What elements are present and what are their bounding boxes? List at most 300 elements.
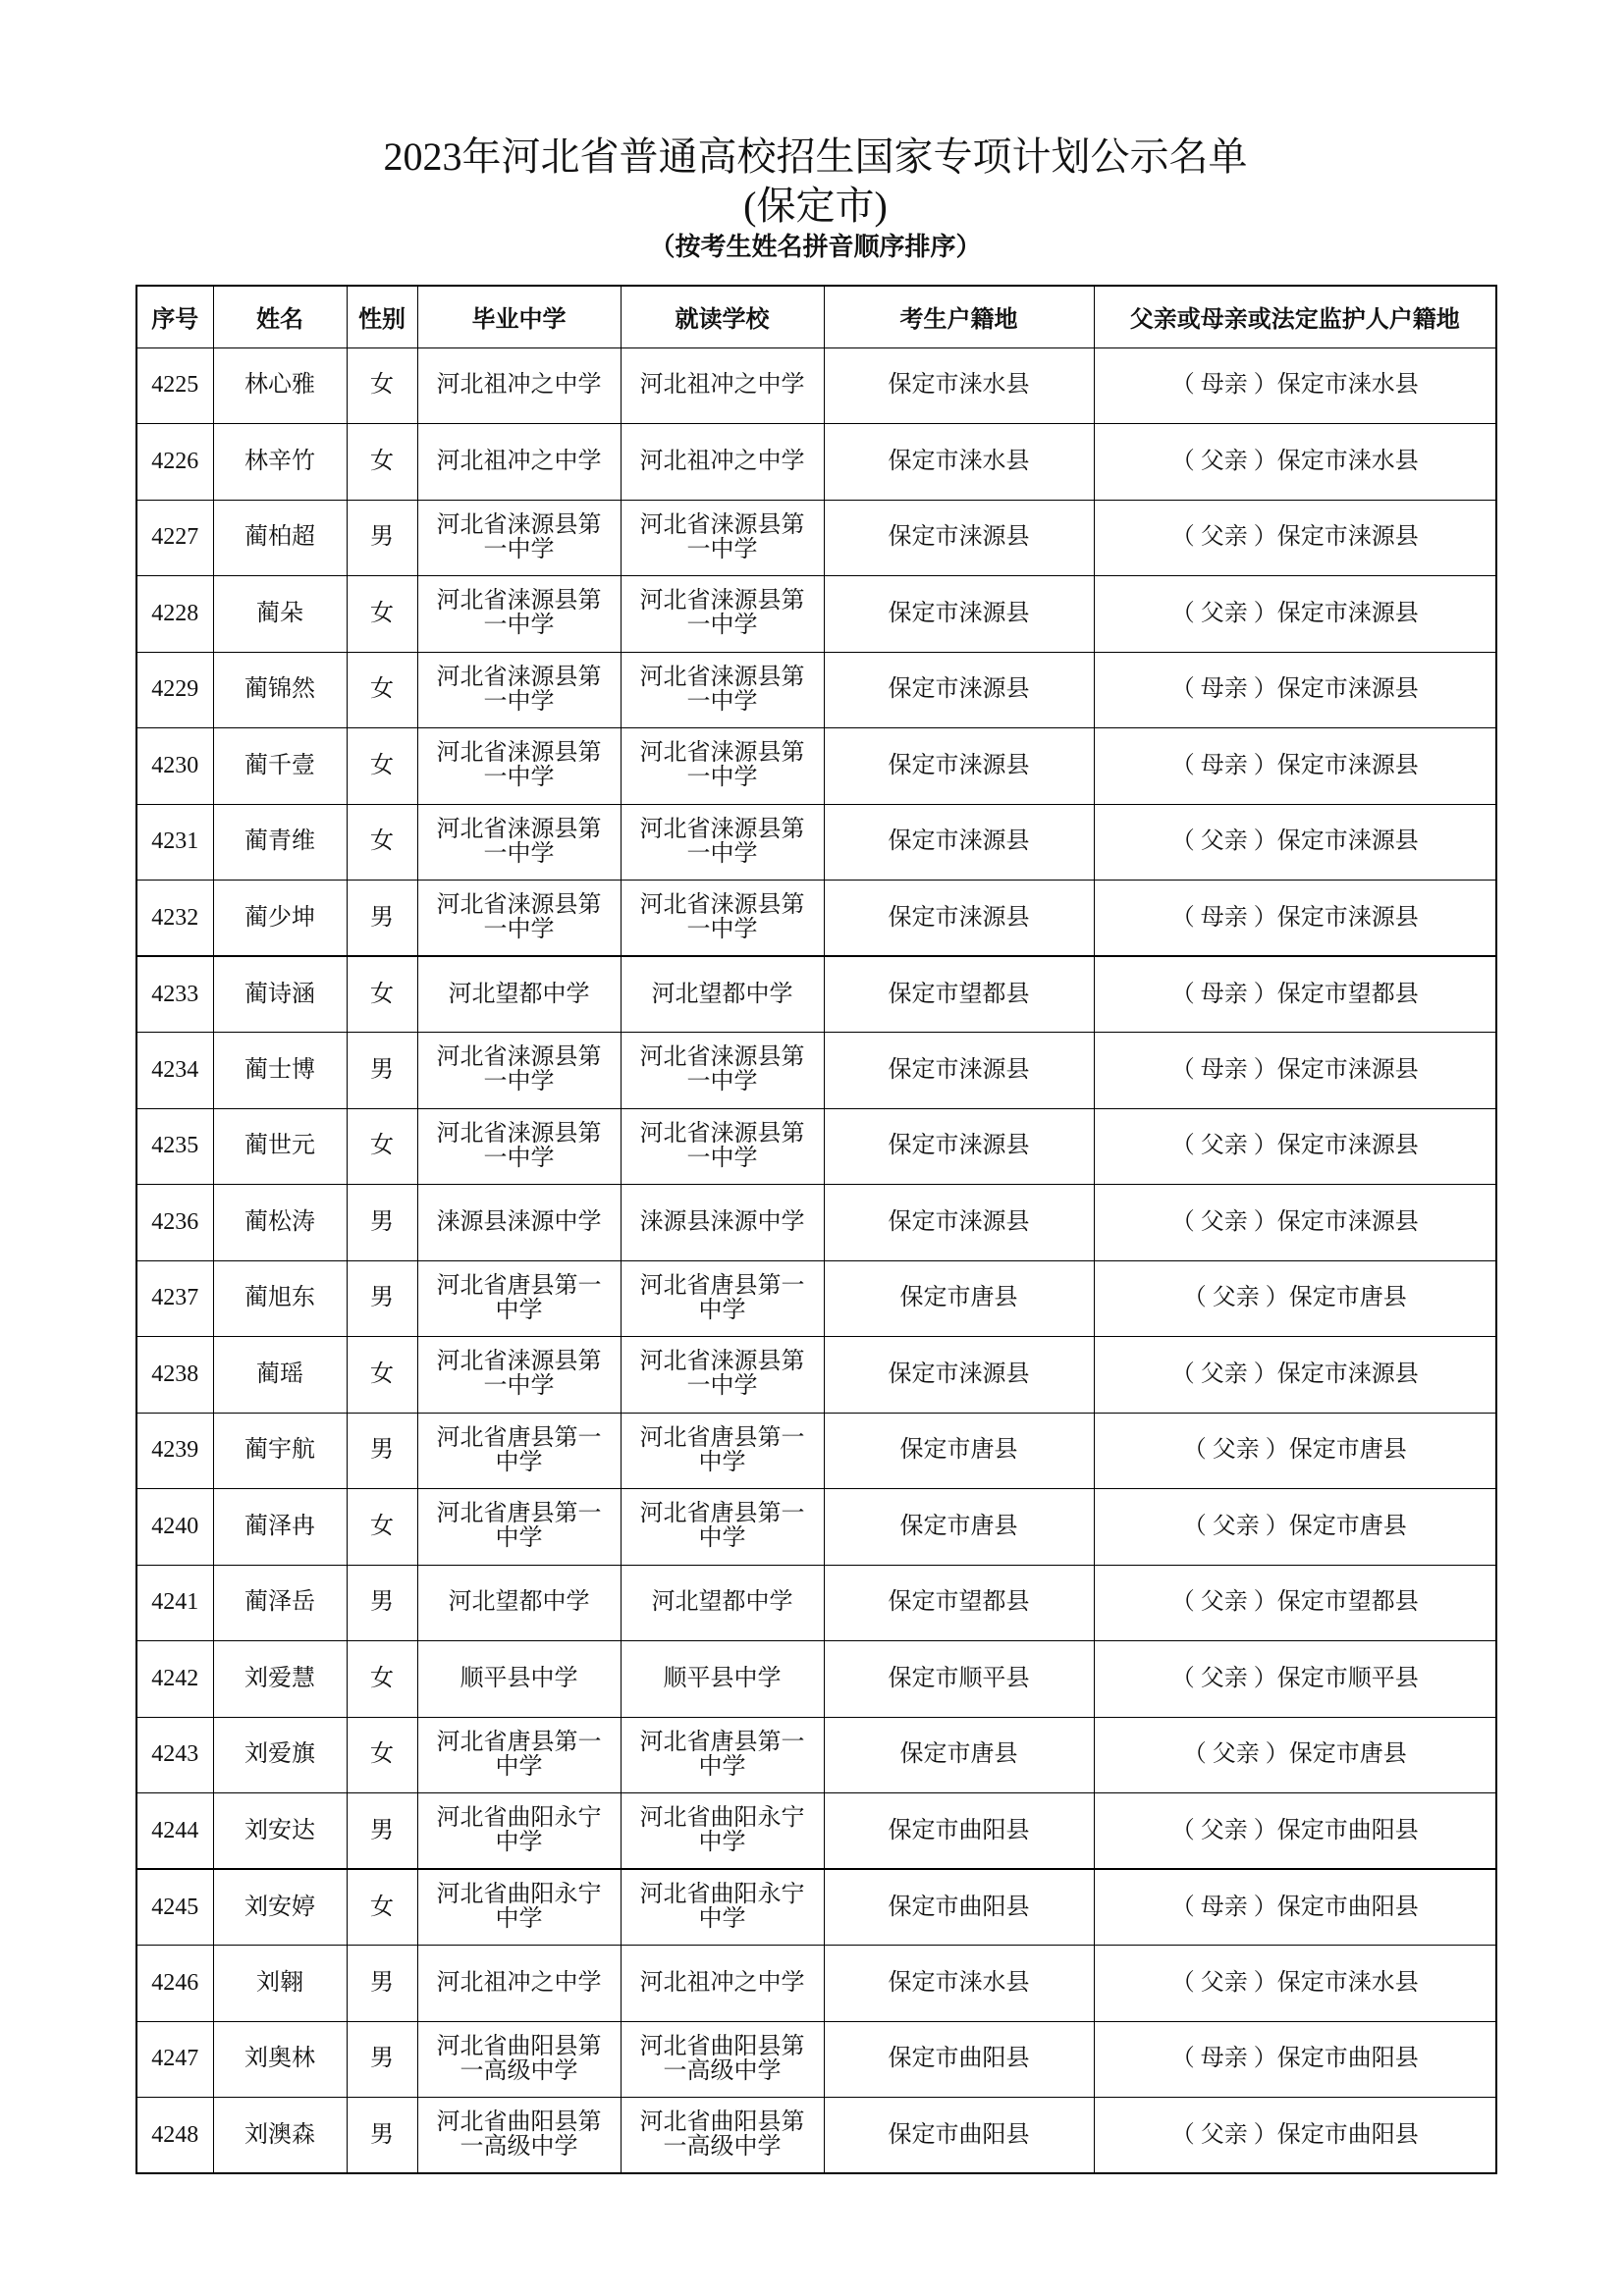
household-cell (824, 1108, 1094, 1185)
gender-text: 女 (370, 600, 394, 626)
graduated-school-cell (417, 1413, 621, 1489)
graduated-school-cell (417, 804, 621, 881)
name-text: 刘澳森 (244, 2121, 315, 2148)
gender-cell (347, 1033, 417, 1109)
household-cell (824, 1869, 1094, 1946)
name-cell (213, 1869, 347, 1946)
gender-text: 男 (370, 1589, 394, 1616)
graduated-school-cell (417, 1489, 621, 1566)
current-school-text: 河北省唐县第一中学 (639, 1424, 805, 1475)
guardian-household-cell (1094, 956, 1496, 1033)
table-row (136, 576, 1496, 653)
name-cell (213, 881, 347, 957)
graduated-school-text: 河北望都中学 (448, 1589, 590, 1616)
table-row (136, 1033, 1496, 1109)
name-text: 蔺千壹 (244, 752, 315, 778)
household-cell (824, 2098, 1094, 2174)
name-text: 蔺少坤 (244, 904, 315, 931)
guardian-household-cell (1094, 1489, 1496, 1566)
table-row (136, 1185, 1496, 1261)
graduated-school-cell (417, 424, 621, 501)
seq-cell (136, 1641, 213, 1718)
seq-text: 4232 (151, 904, 199, 931)
current-school-text: 河北省唐县第一中学 (639, 1501, 805, 1552)
seq-text: 4247 (151, 2046, 199, 2072)
gender-text: 男 (370, 1285, 394, 1311)
household-cell (824, 1489, 1094, 1566)
gender-cell (347, 1108, 417, 1185)
guardian-household-text: （ 父亲 ）保定市涞源县 (1170, 1361, 1419, 1387)
current-school-cell (621, 576, 824, 653)
guardian-household-cell (1094, 1337, 1496, 1414)
table-row (136, 1717, 1496, 1793)
seq-text: 4240 (151, 1513, 199, 1539)
table-row (136, 956, 1496, 1033)
seq-text: 4228 (151, 600, 199, 626)
seq-text: 4225 (151, 372, 199, 399)
graduated-school-cell (417, 347, 621, 424)
gender-cell (347, 1413, 417, 1489)
gender-text: 女 (370, 1513, 394, 1539)
guardian-household-text: （ 父亲 ）保定市涞源县 (1170, 600, 1419, 626)
header-seq: 序号 (136, 286, 213, 347)
current-school-text: 河北省曲阳县第一高级中学 (639, 2109, 805, 2160)
graduated-school-cell (417, 1337, 621, 1414)
table-row (136, 500, 1496, 576)
gender-cell (347, 2021, 417, 2098)
header-current-school: 就读学校 (621, 286, 824, 347)
seq-text: 4238 (151, 1361, 199, 1387)
name-cell (213, 1946, 347, 2022)
current-school-cell (621, 424, 824, 501)
name-text: 刘爱慧 (244, 1665, 315, 1691)
name-cell (213, 1565, 347, 1641)
table-row (136, 347, 1496, 424)
current-school-cell (621, 1717, 824, 1793)
name-cell (213, 1033, 347, 1109)
seq-cell (136, 728, 213, 805)
household-text: 保定市望都县 (888, 1589, 1030, 1616)
name-cell (213, 1337, 347, 1414)
name-text: 刘爱旗 (244, 1741, 315, 1768)
graduated-school-cell (417, 1717, 621, 1793)
current-school-cell (621, 1413, 824, 1489)
gender-text: 女 (370, 448, 394, 474)
seq-text: 4243 (151, 1741, 199, 1768)
name-cell (213, 347, 347, 424)
name-cell (213, 576, 347, 653)
gender-text: 女 (370, 1665, 394, 1691)
household-cell (824, 424, 1094, 501)
gender-text: 女 (370, 752, 394, 778)
current-school-text: 河北望都中学 (651, 981, 793, 1007)
name-cell (213, 1413, 347, 1489)
seq-text: 4244 (151, 1817, 199, 1843)
guardian-household-text: （ 父亲 ）保定市唐县 (1182, 1437, 1407, 1464)
header-household: 考生户籍地 (824, 286, 1094, 347)
name-text: 蔺旭东 (244, 1285, 315, 1311)
gender-cell (347, 1185, 417, 1261)
graduated-school-text: 河北省唐县第一中学 (436, 1272, 602, 1323)
gender-cell (347, 1869, 417, 1946)
graduated-school-cell (417, 1185, 621, 1261)
name-text: 蔺士博 (244, 1056, 315, 1083)
guardian-household-cell (1094, 2021, 1496, 2098)
gender-text: 女 (370, 1133, 394, 1159)
graduated-school-text: 河北省唐县第一中学 (436, 1501, 602, 1552)
current-school-text: 河北祖冲之中学 (639, 448, 805, 474)
seq-cell (136, 652, 213, 728)
guardian-household-cell (1094, 1185, 1496, 1261)
household-cell (824, 652, 1094, 728)
household-text: 保定市涞源县 (888, 1361, 1030, 1387)
graduated-school-text: 涞源县涞源中学 (436, 1208, 602, 1235)
name-cell (213, 728, 347, 805)
seq-text: 4236 (151, 1208, 199, 1235)
name-text: 蔺锦然 (244, 676, 315, 703)
current-school-cell (621, 2021, 824, 2098)
gender-text: 男 (370, 2046, 394, 2072)
document-title: 2023年河北省普通高校招生国家专项计划公示名单 (383, 134, 1248, 179)
roster-table (135, 285, 1497, 2174)
graduated-school-cell (417, 1793, 621, 1870)
household-cell (824, 1946, 1094, 2022)
current-school-text: 河北祖冲之中学 (639, 372, 805, 399)
guardian-household-cell (1094, 1108, 1496, 1185)
gender-cell (347, 347, 417, 424)
table-row (136, 1641, 1496, 1718)
seq-text: 4239 (151, 1437, 199, 1464)
guardian-household-text: （ 父亲 ）保定市唐县 (1182, 1513, 1407, 1539)
guardian-household-text: （ 父亲 ）保定市涞水县 (1170, 1969, 1419, 1996)
name-text: 蔺宇航 (244, 1437, 315, 1464)
graduated-school-text: 河北省唐县第一中学 (436, 1729, 602, 1780)
seq-text: 4237 (151, 1285, 199, 1311)
guardian-household-text: （ 父亲 ）保定市顺平县 (1170, 1665, 1419, 1691)
name-text: 蔺松涛 (244, 1208, 315, 1235)
guardian-household-text: （ 父亲 ）保定市涞源县 (1170, 524, 1419, 551)
guardian-household-text: （ 母亲 ）保定市涞源县 (1170, 1056, 1419, 1083)
current-school-cell (621, 1946, 824, 2022)
graduated-school-cell (417, 2098, 621, 2174)
current-school-cell (621, 1793, 824, 1870)
current-school-text: 河北省曲阳永宁中学 (639, 1805, 805, 1855)
graduated-school-cell (417, 652, 621, 728)
table-row (136, 1565, 1496, 1641)
guardian-household-text: （ 父亲 ）保定市涞源县 (1170, 1133, 1419, 1159)
household-cell (824, 1641, 1094, 1718)
graduated-school-cell (417, 881, 621, 957)
seq-cell (136, 1565, 213, 1641)
seq-text: 4242 (151, 1665, 199, 1691)
graduated-school-cell (417, 1108, 621, 1185)
household-cell (824, 956, 1094, 1033)
graduated-school-cell (417, 500, 621, 576)
household-cell (824, 1260, 1094, 1337)
seq-cell (136, 347, 213, 424)
header-name: 姓名 (213, 286, 347, 347)
guardian-household-cell (1094, 347, 1496, 424)
guardian-household-text: （ 父亲 ）保定市曲阳县 (1170, 2121, 1419, 2148)
current-school-text: 顺平县中学 (663, 1665, 782, 1691)
gender-cell (347, 1641, 417, 1718)
table-row (136, 1108, 1496, 1185)
current-school-cell (621, 500, 824, 576)
sort-order-note: （按考生姓名拼音顺序排序） (649, 233, 982, 261)
current-school-text: 河北省涞源县第一中学 (639, 511, 805, 562)
graduated-school-text: 河北省涞源县第一中学 (436, 816, 602, 867)
name-text: 蔺柏超 (244, 524, 315, 551)
gender-text: 男 (370, 524, 394, 551)
guardian-household-text: （ 父亲 ）保定市唐县 (1182, 1285, 1407, 1311)
guardian-household-cell (1094, 1793, 1496, 1870)
seq-cell (136, 956, 213, 1033)
current-school-cell (621, 347, 824, 424)
current-school-cell (621, 956, 824, 1033)
current-school-text: 河北省涞源县第一中学 (639, 588, 805, 639)
guardian-household-text: （ 母亲 ）保定市涞源县 (1170, 752, 1419, 778)
graduated-school-cell (417, 1033, 621, 1109)
name-cell (213, 1185, 347, 1261)
household-text: 保定市涞水县 (888, 1969, 1030, 1996)
household-cell (824, 881, 1094, 957)
current-school-text: 河北省涞源县第一中学 (639, 740, 805, 791)
guardian-household-text: （ 母亲 ）保定市涞水县 (1170, 372, 1419, 399)
guardian-household-text: （ 父亲 ）保定市曲阳县 (1170, 1817, 1419, 1843)
seq-cell (136, 1946, 213, 2022)
current-school-cell (621, 1641, 824, 1718)
gender-cell (347, 1793, 417, 1870)
name-cell (213, 1108, 347, 1185)
gender-cell (347, 1260, 417, 1337)
current-school-cell (621, 1565, 824, 1641)
current-school-text: 河北省唐县第一中学 (639, 1272, 805, 1323)
household-cell (824, 347, 1094, 424)
graduated-school-cell (417, 576, 621, 653)
seq-cell (136, 1337, 213, 1414)
guardian-household-cell (1094, 881, 1496, 957)
seq-cell (136, 576, 213, 653)
graduated-school-text: 河北省唐县第一中学 (436, 1424, 602, 1475)
graduated-school-text: 河北省涞源县第一中学 (436, 1349, 602, 1400)
guardian-household-cell (1094, 1565, 1496, 1641)
name-text: 林心雅 (244, 372, 315, 399)
graduated-school-cell (417, 1565, 621, 1641)
gender-text: 男 (370, 1056, 394, 1083)
graduated-school-text: 河北祖冲之中学 (436, 448, 602, 474)
household-cell (824, 1413, 1094, 1489)
seq-cell (136, 881, 213, 957)
household-text: 保定市涞源县 (888, 676, 1030, 703)
current-school-text: 河北祖冲之中学 (639, 1969, 805, 1996)
name-cell (213, 2098, 347, 2174)
graduated-school-text: 河北祖冲之中学 (436, 1969, 602, 1996)
current-school-cell (621, 1260, 824, 1337)
current-school-cell (621, 1489, 824, 1566)
name-text: 蔺瑶 (256, 1361, 303, 1387)
header-row (136, 286, 1496, 347)
table-body (136, 347, 1496, 2173)
seq-cell (136, 1033, 213, 1109)
table-row (136, 652, 1496, 728)
gender-text: 男 (370, 1437, 394, 1464)
seq-text: 4226 (151, 448, 199, 474)
guardian-household-text: （ 父亲 ）保定市涞水县 (1170, 448, 1419, 474)
table-row (136, 1489, 1496, 1566)
name-text: 林辛竹 (244, 448, 315, 474)
name-text: 蔺泽冉 (244, 1513, 315, 1539)
seq-text: 4245 (151, 1894, 199, 1920)
guardian-household-cell (1094, 1717, 1496, 1793)
name-cell (213, 1793, 347, 1870)
table-row (136, 1946, 1496, 2022)
current-school-cell (621, 2098, 824, 2174)
current-school-cell (621, 1033, 824, 1109)
household-cell (824, 1717, 1094, 1793)
current-school-cell (621, 804, 824, 881)
name-cell (213, 500, 347, 576)
household-text: 保定市涞源县 (888, 752, 1030, 778)
household-text: 保定市涞源县 (888, 1208, 1030, 1235)
graduated-school-text: 顺平县中学 (460, 1665, 578, 1691)
current-school-text: 河北省唐县第一中学 (639, 1729, 805, 1780)
guardian-household-cell (1094, 576, 1496, 653)
table-row (136, 2021, 1496, 2098)
household-text: 保定市曲阳县 (888, 1894, 1030, 1920)
guardian-household-cell (1094, 1033, 1496, 1109)
household-text: 保定市曲阳县 (888, 2121, 1030, 2148)
seq-cell (136, 804, 213, 881)
seq-cell (136, 2021, 213, 2098)
current-school-text: 涞源县涞源中学 (639, 1208, 805, 1235)
gender-cell (347, 1946, 417, 2022)
gender-cell (347, 956, 417, 1033)
guardian-household-cell (1094, 652, 1496, 728)
name-text: 蔺泽岳 (244, 1589, 315, 1616)
guardian-household-cell (1094, 728, 1496, 805)
seq-text: 4246 (151, 1969, 199, 1996)
seq-text: 4233 (151, 981, 199, 1007)
graduated-school-text: 河北省涞源县第一中学 (436, 511, 602, 562)
table-row (136, 1413, 1496, 1489)
household-text: 保定市曲阳县 (888, 1817, 1030, 1843)
name-cell (213, 1260, 347, 1337)
seq-cell (136, 2098, 213, 2174)
name-cell (213, 956, 347, 1033)
gender-text: 男 (370, 1208, 394, 1235)
gender-cell (347, 2098, 417, 2174)
guardian-household-cell (1094, 1869, 1496, 1946)
current-school-text: 河北省涞源县第一中学 (639, 664, 805, 715)
seq-cell (136, 1717, 213, 1793)
gender-cell (347, 1717, 417, 1793)
seq-text: 4230 (151, 752, 199, 778)
name-text: 蔺诗涵 (244, 981, 315, 1007)
graduated-school-text: 河北省曲阳县第一高级中学 (436, 2033, 602, 2084)
table-row (136, 804, 1496, 881)
guardian-household-text: （ 母亲 ）保定市曲阳县 (1170, 2046, 1419, 2072)
gender-cell (347, 1565, 417, 1641)
seq-cell (136, 424, 213, 501)
seq-cell (136, 500, 213, 576)
guardian-household-text: （ 父亲 ）保定市望都县 (1170, 1589, 1419, 1616)
guardian-household-cell (1094, 1946, 1496, 2022)
gender-text: 女 (370, 676, 394, 703)
current-school-cell (621, 1869, 824, 1946)
gender-text: 女 (370, 828, 394, 855)
gender-text: 女 (370, 372, 394, 399)
household-text: 保定市曲阳县 (888, 2046, 1030, 2072)
table-row (136, 1260, 1496, 1337)
gender-text: 男 (370, 1969, 394, 1996)
seq-cell (136, 1793, 213, 1870)
current-school-text: 河北省涞源县第一中学 (639, 816, 805, 867)
graduated-school-cell (417, 2021, 621, 2098)
current-school-cell (621, 1108, 824, 1185)
guardian-household-text: （ 母亲 ）保定市曲阳县 (1170, 1894, 1419, 1920)
seq-text: 4229 (151, 676, 199, 703)
household-cell (824, 804, 1094, 881)
current-school-cell (621, 728, 824, 805)
graduated-school-cell (417, 1946, 621, 2022)
name-cell (213, 424, 347, 501)
table-row (136, 1793, 1496, 1870)
gender-text: 女 (370, 1361, 394, 1387)
table-row (136, 1337, 1496, 1414)
seq-text: 4241 (151, 1589, 199, 1616)
household-text: 保定市唐县 (899, 1437, 1018, 1464)
seq-text: 4235 (151, 1133, 199, 1159)
guardian-household-text: （ 父亲 ）保定市唐县 (1182, 1741, 1407, 1768)
gender-cell (347, 728, 417, 805)
name-text: 蔺世元 (244, 1133, 315, 1159)
current-school-text: 河北省涞源县第一中学 (639, 1349, 805, 1400)
name-cell (213, 1717, 347, 1793)
household-text: 保定市唐县 (899, 1285, 1018, 1311)
name-text: 刘安婷 (244, 1894, 315, 1920)
graduated-school-text: 河北省涞源县第一中学 (436, 892, 602, 942)
household-text: 保定市望都县 (888, 981, 1030, 1007)
seq-cell (136, 1489, 213, 1566)
table-row (136, 424, 1496, 501)
name-text: 刘翱 (256, 1969, 303, 1996)
household-cell (824, 1565, 1094, 1641)
guardian-household-text: （ 母亲 ）保定市涞源县 (1170, 904, 1419, 931)
header-gender: 性别 (347, 286, 417, 347)
name-cell (213, 804, 347, 881)
guardian-household-cell (1094, 1641, 1496, 1718)
graduated-school-text: 河北望都中学 (448, 981, 590, 1007)
gender-cell (347, 576, 417, 653)
header-guardian-household: 父亲或母亲或法定监护人户籍地 (1094, 286, 1496, 347)
graduated-school-text: 河北省涞源县第一中学 (436, 740, 602, 791)
gender-text: 男 (370, 1817, 394, 1843)
name-cell (213, 652, 347, 728)
household-cell (824, 500, 1094, 576)
seq-text: 4248 (151, 2121, 199, 2148)
graduated-school-cell (417, 1260, 621, 1337)
guardian-household-text: （ 母亲 ）保定市望都县 (1170, 981, 1419, 1007)
table-row (136, 2098, 1496, 2174)
graduated-school-cell (417, 1641, 621, 1718)
graduated-school-cell (417, 728, 621, 805)
guardian-household-cell (1094, 500, 1496, 576)
graduated-school-cell (417, 956, 621, 1033)
guardian-household-cell (1094, 424, 1496, 501)
household-cell (824, 1185, 1094, 1261)
gender-text: 女 (370, 1894, 394, 1920)
household-text: 保定市唐县 (899, 1741, 1018, 1768)
